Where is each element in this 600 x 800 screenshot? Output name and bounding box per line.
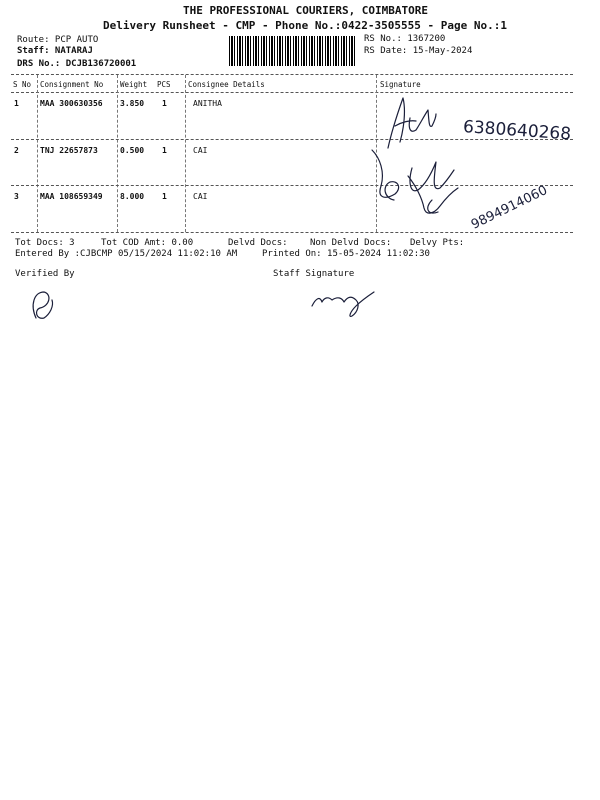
tot-docs: Tot Docs: 3 — [15, 238, 75, 248]
staff-label: Staff: NATARAJ — [17, 46, 93, 56]
col-header-consignee: Consignee Details — [188, 80, 265, 89]
delvd-docs: Delvd Docs: — [228, 238, 288, 248]
row-sno: 3 — [14, 192, 19, 201]
col-header-weight: Weight — [120, 80, 148, 89]
drs-number: DRS No.: DCJB136720001 — [17, 59, 137, 69]
row-consignee: CAI — [193, 192, 208, 201]
row-consignment: TNJ 22657873 — [40, 146, 98, 155]
row-consignment: MAA 108659349 — [40, 192, 103, 201]
entered-by: Entered By :CJBCMP 05/15/2024 11:02:10 AM — [15, 249, 238, 259]
col-header-consignment: Consignment No — [40, 80, 104, 89]
row-pcs: 1 — [162, 99, 167, 108]
row-weight: 0.500 — [120, 146, 145, 155]
col-header-pcs: PCS — [157, 80, 171, 89]
signature-row3 — [408, 176, 458, 213]
delvy-pts: Delvy Pts: — [410, 238, 465, 248]
non-delvd-docs: Non Delvd Docs: — [310, 238, 392, 248]
staff-signature-label: Staff Signature — [273, 269, 355, 279]
signature-row1 — [388, 98, 436, 148]
row-consignee: CAI — [193, 146, 208, 155]
row-pcs: 1 — [162, 192, 167, 201]
rs-date: RS Date: 15-May-2024 — [364, 46, 473, 56]
rs-number: RS No.: 1367200 — [364, 34, 446, 44]
handwritten-phone-2: 9894914060 — [468, 182, 550, 233]
verified-by-label: Verified By — [15, 269, 75, 279]
handwritten-signatures — [0, 0, 600, 340]
handwritten-phone-1: 6380640268 — [462, 117, 572, 145]
company-title: THE PROFESSIONAL COURIERS, COIMBATORE — [183, 4, 429, 17]
route-label: Route: PCP AUTO — [17, 35, 99, 45]
row-weight: 8.000 — [120, 192, 145, 201]
printed-on: Printed On: 15-05-2024 11:02:30 — [262, 249, 430, 259]
row-sno: 1 — [14, 99, 19, 108]
runsheet-subtitle: Delivery Runsheet - CMP - Phone No.:0422-3505555 - Page No.:1 — [103, 19, 507, 32]
row-consignment: MAA 300630356 — [40, 99, 103, 108]
col-header-sno: S No — [13, 80, 32, 89]
row-pcs: 1 — [162, 146, 167, 155]
tot-cod-amt: Tot COD Amt: 0.00 — [101, 238, 194, 248]
row-sno: 2 — [14, 146, 19, 155]
verified-by-signature — [33, 292, 52, 318]
row-consignee: ANITHA — [193, 99, 222, 108]
staff-signature — [312, 292, 374, 316]
row-weight: 3.850 — [120, 99, 145, 108]
col-header-signature: Signature — [380, 80, 421, 89]
